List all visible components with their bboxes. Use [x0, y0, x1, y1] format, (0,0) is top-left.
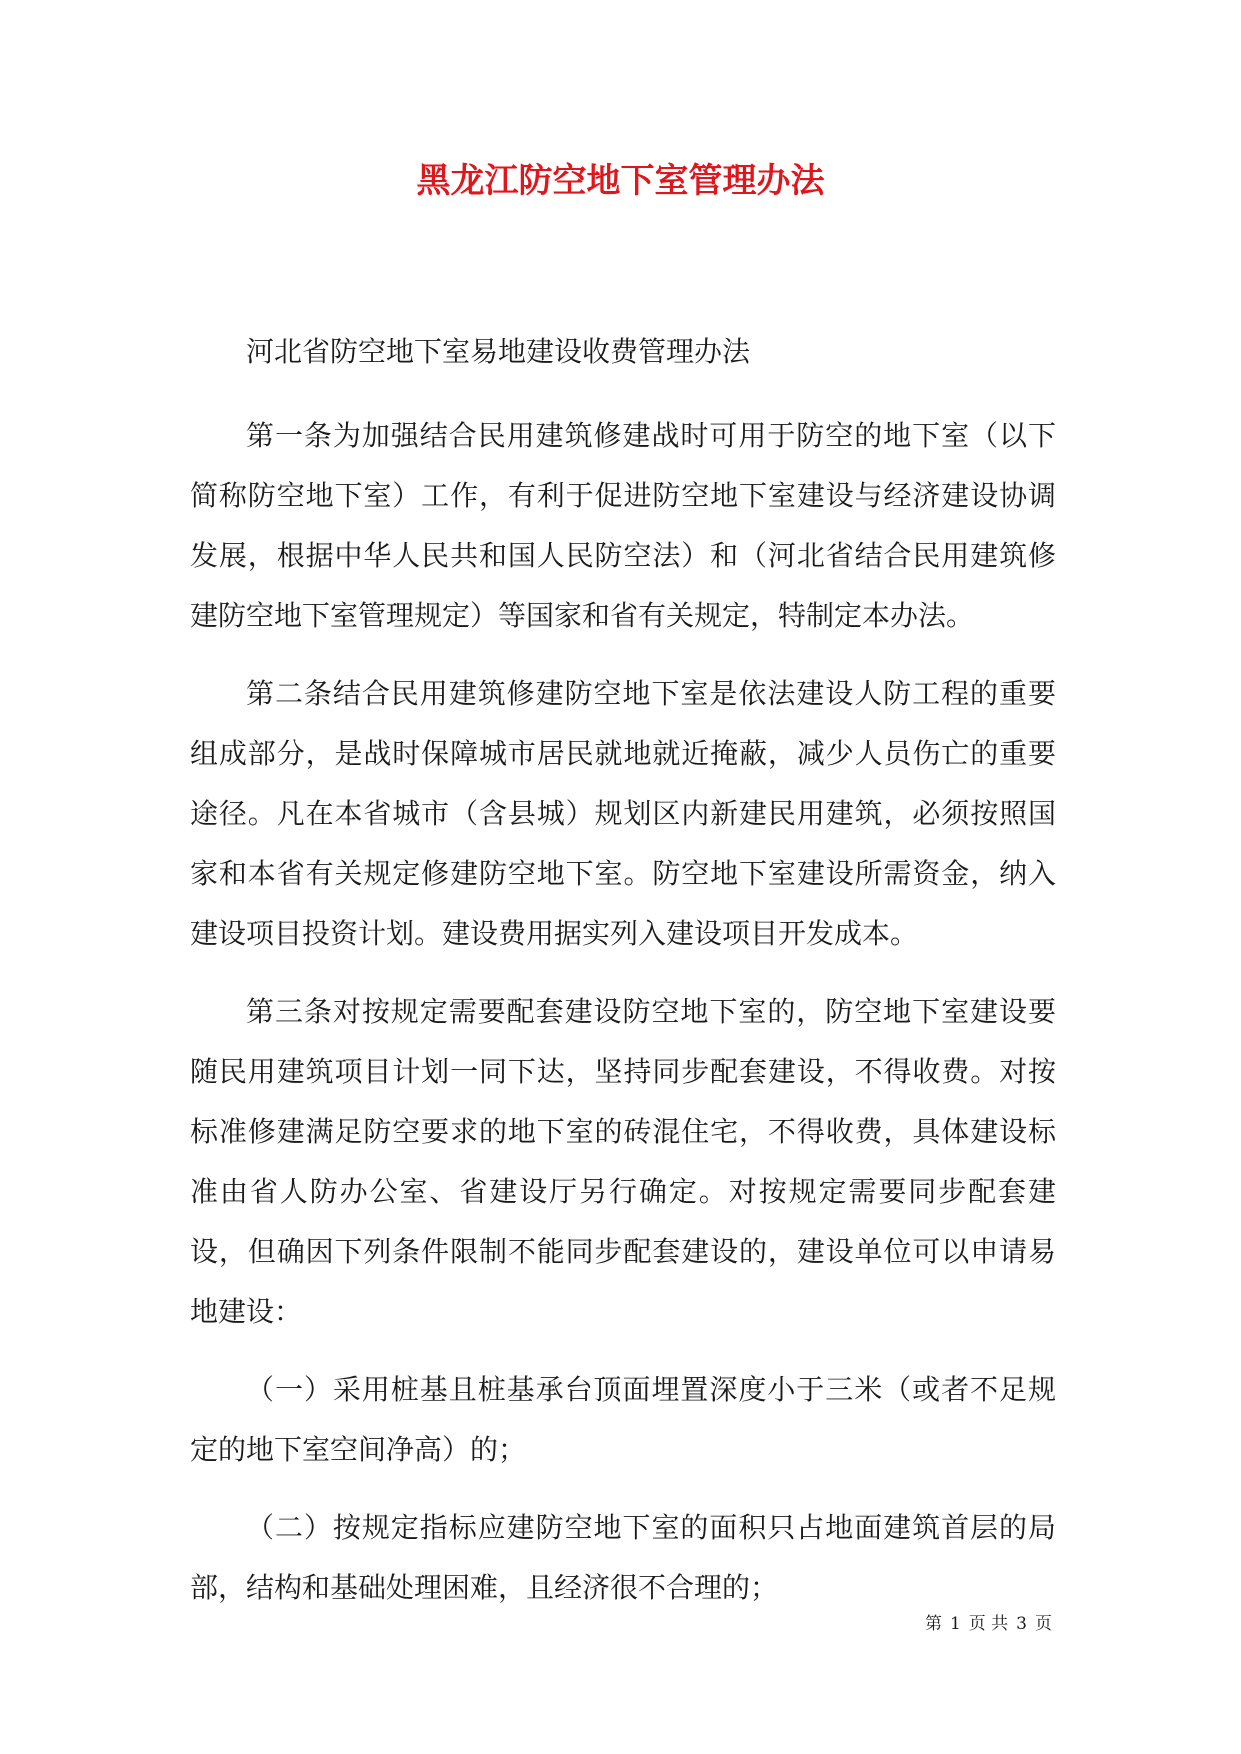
clause-item-2: （二）按规定指标应建防空地下室的面积只占地面建筑首层的局部，结构和基础处理困难，且经济很不合理的； [190, 1511, 1056, 1604]
footer-suffix: 页 [1035, 1614, 1052, 1634]
footer-total-pages: 3 [1016, 1614, 1027, 1634]
footer-middle: 页 共 [968, 1614, 1009, 1634]
article-paragraph-2: 第二条结合民用建筑修建防空地下室是依法建设人防工程的重要组成部分，是战时保障城市居民就地就近掩蔽，减少人员伤亡的重要途径。凡在本省城市（含县城）规划区内新建民用建筑，必须按照国家和本省有关规定修建防空地下室。防空地下室建设所需资金，纳入建设项目投资计划。建设费用据实列入建设项目开发成本。 [190, 677, 1056, 950]
article-paragraph-1: 第一条为加强结合民用建筑修建战时可用于防空的地下室（以下简称防空地下室）工作，有利于促进防空地下室建设与经济建设协调发展，根据中华人民共和国人民防空法）和（河北省结合民用建筑修建防空地下室管理规定）等国家和省有关规定，特制定本办法。 [190, 419, 1056, 632]
document-title: 黑龙江防空地下室管理办法 [416, 161, 825, 201]
footer-prefix: 第 [924, 1614, 942, 1634]
article-paragraph-3: 第三条对按规定需要配套建设防空地下室的，防空地下室建设要随民用建筑项目计划一同下达，坚持同步配套建设，不得收费。对按标准修建满足防空要求的地下室的砖混住宅，不得收费，具体建设标准由省人防办公室、省建设厅另行确定。对按规定需要同步配套建设，但确因下列条件限制不能同步配套建设的，建设单位可以申请易地建设： [190, 995, 1056, 1328]
footer-current-page: 1 [949, 1614, 961, 1634]
page-number-footer [921, 1612, 1056, 1636]
document-body [190, 322, 1056, 1618]
document-subtitle: 河北省防空地下室易地建设收费管理办法 [246, 335, 751, 368]
clause-item-1: （一）采用桩基且桩基承台顶面埋置深度小于三米（或者不足规定的地下室空间净高）的； [190, 1373, 1056, 1466]
